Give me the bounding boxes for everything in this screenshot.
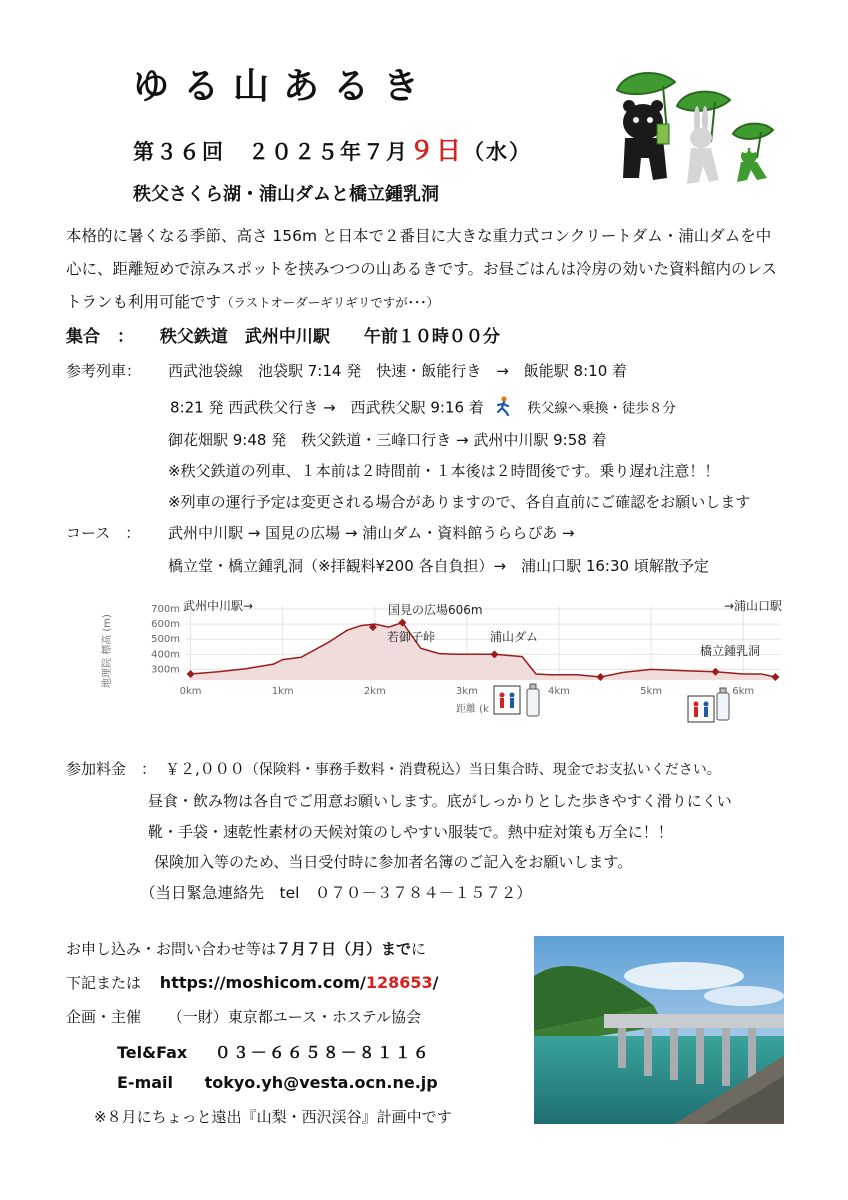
y-tick-label: 300m (151, 664, 180, 676)
fee-detail: （保険料・事務手数料・消費税込）当日集合時、現金でお支払いください。 (244, 762, 721, 778)
fee-line-2: 昼食・飲み物は各自でご用意お願いします。底がしっかりとした歩きやすく滑りにくい (148, 792, 732, 810)
contact-line-1 (66, 938, 426, 959)
label-pass: 若御子峠 (387, 630, 436, 644)
intro-note: （ラストオーダーギリギリですが･･･） (221, 295, 440, 310)
contact-line-2 (66, 972, 438, 993)
restroom-icon (494, 686, 520, 714)
water-bottle-icon (717, 688, 729, 720)
train-note-2: ※列車の運行予定は変更される場合がありますので、各自直前にご確認をお願いします (168, 493, 751, 511)
label-start: 武州中川駅→ (183, 599, 254, 613)
url-slash: / (432, 973, 439, 992)
train-note-1: ※秩父鉄道の列車、１本前は２時間前・１本後は２時間後です。乗り遅れ注意！！ (168, 462, 720, 480)
fee-line-1 (165, 758, 721, 779)
train-line-1: 西武池袋線 池袋駅 7:14 発 快速・飯能行き → 飯能駅 8:10 着 (168, 362, 628, 380)
email-label: E-mail (117, 1073, 174, 1092)
fee-amount: ￥２,０００ (165, 760, 245, 778)
page-title: ゆる山あるき (133, 66, 434, 107)
x-tick-label: 6km (732, 686, 755, 697)
x-tick-label: 4km (548, 686, 570, 697)
walking-person-icon (495, 396, 513, 420)
signup-link[interactable] (160, 973, 439, 992)
x-tick-label: 2km (363, 686, 386, 697)
label-cave: 橋立鍾乳洞 (700, 644, 761, 658)
x-tick-label: 5km (640, 686, 663, 697)
y-tick-label: 700m (151, 604, 180, 616)
contact-or: 下記または (66, 974, 142, 992)
event-date (133, 131, 532, 167)
x-tick-labels (180, 686, 754, 697)
y-axis-label: 地理院 標高 (m) (102, 614, 113, 688)
train-line-2-text: 8:21 発 西武秩父行き → 西武秩父駅 9:16 着 (170, 398, 484, 417)
label-summit: 国見の広場606m (388, 603, 483, 617)
label-end: →浦山口駅 (724, 599, 783, 613)
route-title: 秩父さくら湖・浦山ダムと橋立鍾乳洞 (133, 184, 439, 205)
organizer-name: （一財）東京都ユース・ホステル協会 (167, 1008, 421, 1026)
label-dam: 浦山ダム (490, 630, 539, 644)
organizer-label: 企画・主催 (66, 1008, 142, 1026)
fee-line-3: 靴・手袋・速乾性素材の天候対策のしやすい服装で。熱中症対策も万全に！！ (148, 823, 673, 841)
date-prefix: 第３６回 ２０２５年７月 (133, 140, 409, 164)
contact-intro: お申し込み・お問い合わせ等は (66, 940, 277, 958)
email-address[interactable]: tokyo.yh@vesta.ocn.ne.jp (204, 1073, 438, 1092)
dam-photo (534, 936, 784, 1124)
transfer-note: 秩父線へ乗換・徒歩８分 (527, 400, 676, 417)
organizer (66, 1006, 421, 1027)
y-tick-label: 500m (151, 634, 180, 646)
emergency-contact: （当日緊急連絡先 tel ０７０－３７８４－１５７２） (140, 884, 532, 902)
water-bottle-icon (527, 684, 539, 716)
tel-label: Tel&Fax (117, 1043, 188, 1062)
x-axis-label: 距離 (k (456, 704, 489, 715)
mascot-illustration (605, 62, 805, 192)
meeting-value: 秩父鉄道 武州中川駅 午前１０時００分 (159, 327, 500, 347)
contact-suffix: に (411, 940, 427, 958)
course-line-1: 武州中川駅 → 国見の広場 → 浦山ダム・資料館うららぴあ → (168, 524, 575, 542)
email-row (117, 1073, 438, 1092)
course-line-2: 橋立堂・橋立鍾乳洞（※拝観料¥200 各自負担）→ 浦山口駅 16:30 頃解散予定 (168, 557, 709, 575)
next-event-note: ※８月にちょっと遠出『山梨・西沢渓谷』計画中です (94, 1108, 452, 1126)
y-tick-labels (151, 604, 180, 675)
intro-text: 本格的に暑くなる季節、高さ 156m と日本で２番目に大きな重力式コンクリートダム・浦山ダムを中心に、距離短めで涼みスポットを挟みつつの山あるきです。お昼ごはんは冷房の効いた資料館内のレストランも利用可能です (66, 227, 777, 311)
fee-line-4: 保険加入等のため、当日受付時に参加者名簿のご記入をお願いします。 (154, 853, 633, 871)
x-tick-label: 0km (179, 686, 202, 697)
y-tick-label: 400m (151, 649, 180, 661)
meeting-info (66, 322, 500, 347)
intro-paragraph (66, 220, 786, 319)
trains-label: 参考列車： (66, 362, 142, 380)
tel-fax (117, 1040, 431, 1063)
x-tick-label: 3km (455, 686, 478, 697)
train-line-3: 御花畑駅 9:48 発 秩父鉄道・三峰口行き → 武州中川駅 9:58 着 (168, 431, 607, 449)
x-tick-label: 1km (271, 686, 294, 697)
tel-number: ０３－６６５８－８１１６ (214, 1043, 431, 1062)
y-tick-label: 600m (151, 619, 180, 631)
url-base: https://moshicom.com/ (159, 973, 366, 992)
date-day: ９日 (409, 136, 464, 165)
url-id: 128653 (365, 973, 433, 992)
train-line-2 (170, 396, 676, 420)
date-weekday: （水） (463, 140, 533, 164)
meeting-label: 集合 ： (66, 327, 134, 347)
elevation-chart (100, 596, 800, 726)
course-label: コース ： (66, 524, 141, 542)
fee-label: 参加料金 ： (66, 760, 157, 778)
restroom-icon (688, 696, 714, 722)
deadline: ７月７日（月）まで (276, 940, 412, 958)
